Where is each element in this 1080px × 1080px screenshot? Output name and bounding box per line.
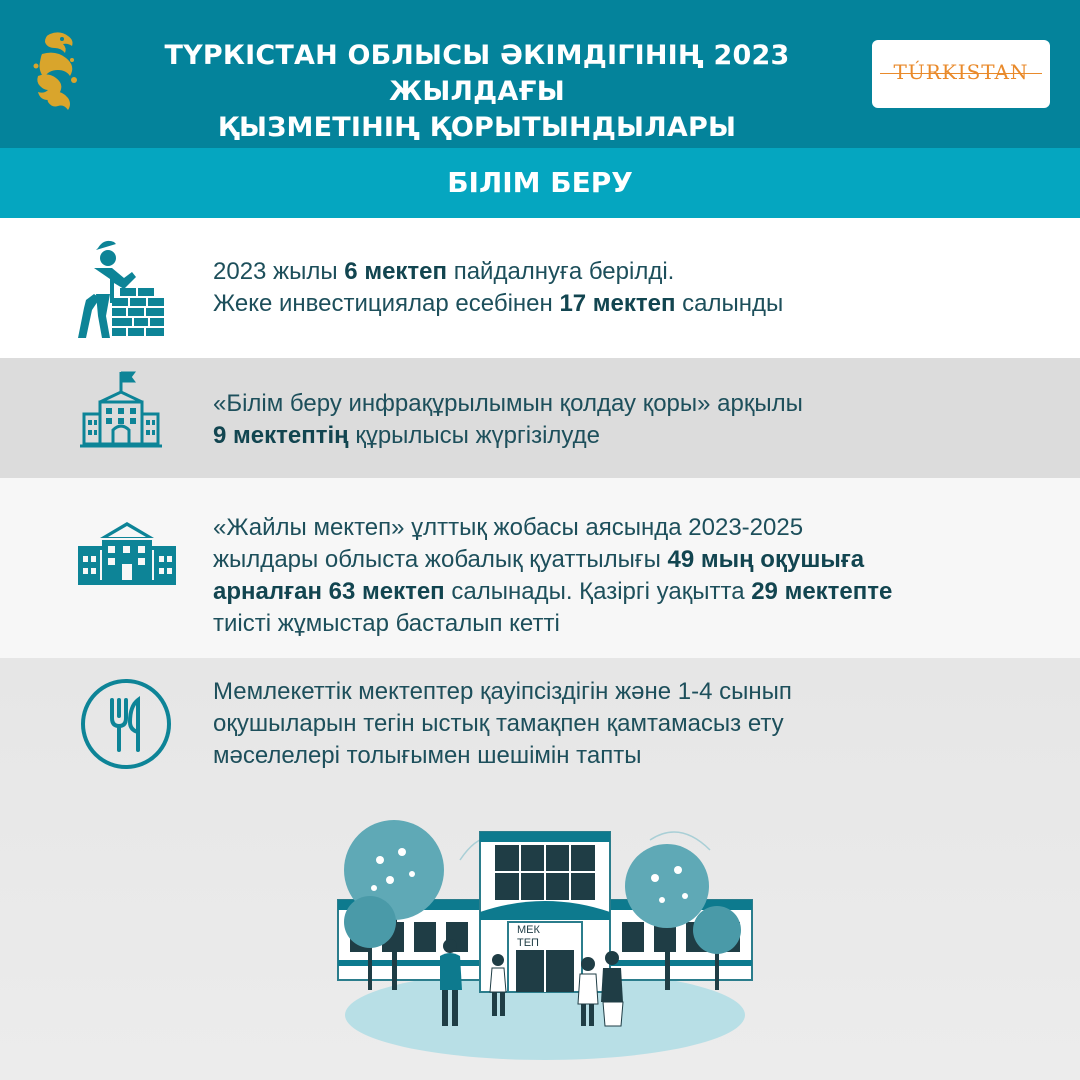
info-row-comfortable-school-project [0,478,1080,658]
section-bar [0,148,1080,218]
highlight-text: арналған 63 мектеп [213,578,445,605]
illustration-sign-text-2: ТЕП [517,937,539,949]
row-text-line [213,288,1043,320]
body-text: тиісті жұмыстар басталып кетті [213,610,560,637]
body-text: құрылысы жүргізілуде [348,422,600,449]
school-building-icon [78,520,176,586]
row-text [213,676,1043,772]
illustration-sign-text-1: МЕК [517,924,540,936]
body-text: Жеке инвестициялар есебінен [213,290,560,317]
page-title-line-1: ТҮРКІСТАН ОБЛЫСЫ ӘКІМДІГІНІҢ 2023 ЖЫЛДАҒЫ [164,40,790,107]
row-text-line [213,388,1043,420]
construction-worker-bricks-icon [76,236,168,340]
section-title: БІЛІМ БЕРУ [447,166,633,199]
body-text: «Жайлы мектеп» ұлттық жобасы аясында 2023-2025 [213,514,804,541]
logo-text: TÚRKISTAN [893,60,1029,84]
school-building-students-illustration [330,800,760,1060]
row-text-line [213,512,1043,544]
body-text: пайдалнуға берілді. [447,258,675,285]
row-text [213,256,1043,320]
turkistan-logo [872,40,1050,108]
row-text [213,388,1043,452]
body-text: салынды [675,290,784,317]
highlight-text: 49 мың оқушыға [667,546,865,573]
header [0,0,1080,148]
info-row-schools-commissioned [0,218,1080,358]
body-text: салынады. Қазіргі уақытта [444,578,752,605]
row-text-line [213,544,1043,576]
highlight-text: 17 мектеп [559,290,676,317]
body-text: оқушыларын тегін ыстық тамақпен қамтамасыз ету [213,710,784,737]
body-text: Мемлекеттік мектептер қауіпсіздігін және 1-4 сынып [213,678,792,705]
body-text: «Білім беру инфрақұрылымын қолдау қоры» арқылы [213,390,803,417]
info-row-infrastructure-fund [0,358,1080,478]
body-text: 2023 жылы [213,258,345,285]
school-building-flag-icon [80,368,162,452]
row-text-line [213,576,1043,608]
fork-knife-icon [78,676,174,772]
body-text: мәселелері толығымен шешімін тапты [213,742,642,769]
highlight-text: 29 мектепте [751,578,893,605]
page-title [92,38,862,146]
snow-leopard-emblem-icon [28,30,88,112]
highlight-text: 6 мектеп [344,258,448,285]
row-text-line [213,256,1043,288]
row-text-line [213,608,1043,640]
row-text-line [213,676,1043,708]
row-text-line [213,708,1043,740]
row-text-line [213,420,1043,452]
highlight-text: 9 мектептің [213,422,349,449]
body-text: жылдары облыста жобалық қуаттылығы [213,546,668,573]
row-text-line [213,740,1043,772]
row-text [213,512,1043,640]
page-title-line-2: ҚЫЗМЕТІНІҢ ҚОРЫТЫНДЫЛАРЫ [217,112,737,143]
